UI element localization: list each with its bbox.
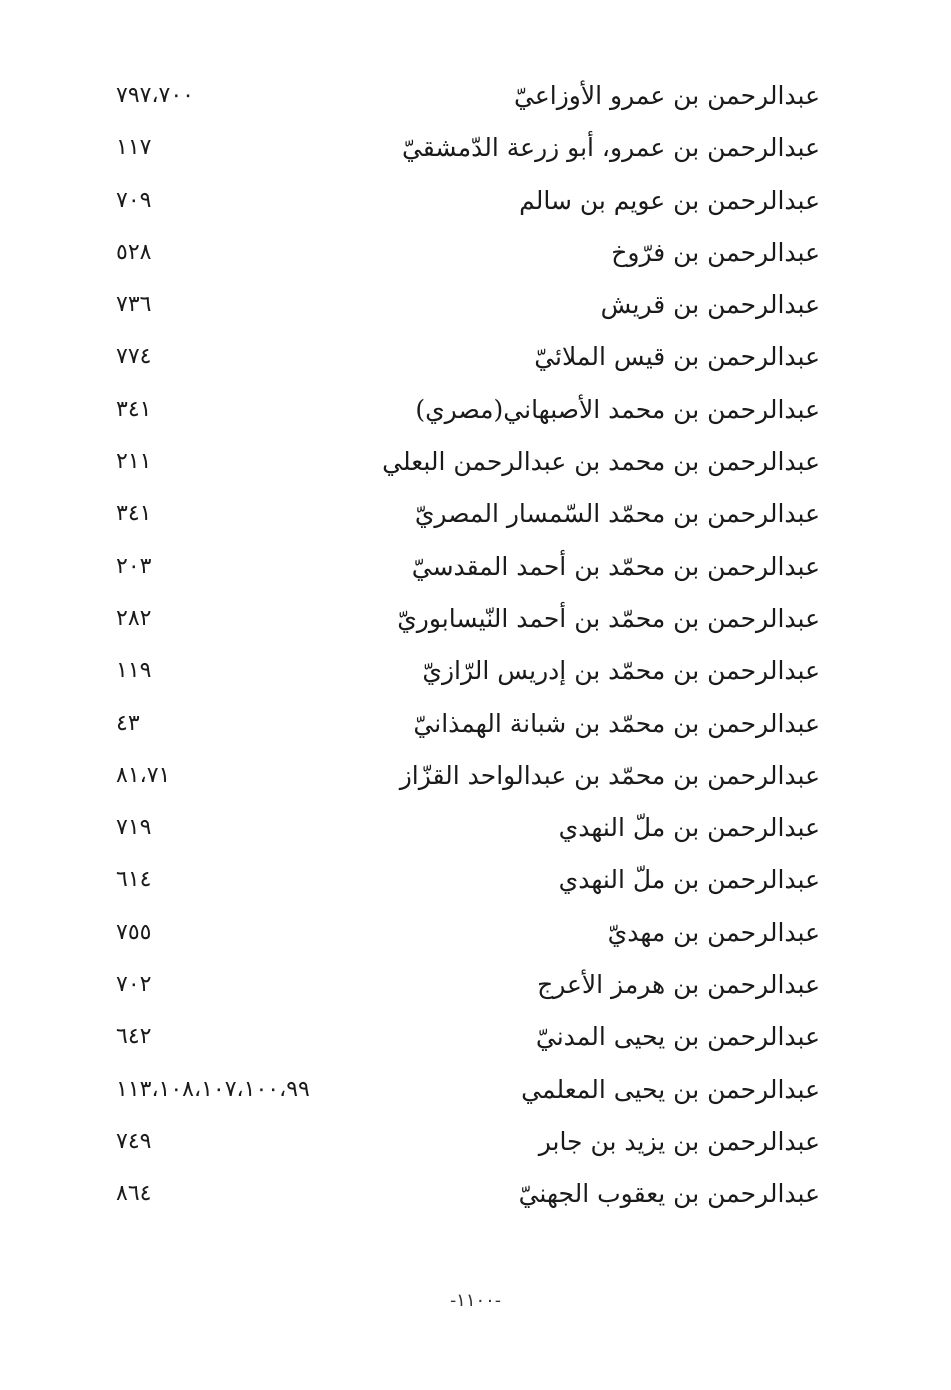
index-entry [0,753,951,805]
index-entry [0,230,951,282]
index-entry [0,701,951,753]
entry-name: عبدالرحمن بن محمّد بن إدريس الرّازيّ [422,656,820,686]
entry-pages: ٧٥٥ [116,919,152,945]
entry-pages: ٢٨٢ [116,605,152,631]
entry-name: عبدالرحمن بن هرمز الأعرج [537,970,820,1000]
entry-pages: ٣٤١ [116,396,152,422]
index-entry [0,387,951,439]
index-entry [0,1119,951,1171]
entry-pages: ١١٩ [116,658,152,684]
entry-pages: ٧٧٤ [116,344,152,370]
entry-pages: ٦٤٢ [116,1024,152,1050]
index-entry [0,334,951,386]
entry-name: عبدالرحمن بن عمرو، أبو زرعة الدّمشقيّ [401,133,820,163]
entry-name: عبدالرحمن بن يحيى المعلمي [521,1074,820,1104]
entry-pages: ٧٩٧،٧٠٠ [116,83,194,108]
entry-name: عبدالرحمن بن عمرو الأوزاعيّ [514,81,820,110]
entry-name: عبدالرحمن بن محمد بن عبدالرحمن البعلي [382,447,820,477]
index-entry [0,962,951,1014]
index-entry [0,439,951,491]
index-entry [0,648,951,700]
entry-pages: ١١٧ [116,135,152,161]
index-entry [0,805,951,857]
entry-pages: ٧٠٩ [116,187,152,213]
entry-pages: ٢١١ [116,449,152,475]
index-entry [0,544,951,596]
index-entry [0,491,951,543]
entry-name: عبدالرحمن بن مهديّ [607,917,820,947]
entry-name: عبدالرحمن بن محمّد بن أحمد المقدسيّ [411,551,820,581]
entry-pages: ٦١٤ [116,867,152,893]
index-entry [0,178,951,230]
entry-name: عبدالرحمن بن محمّد بن شبانة الهمذانيّ [413,708,820,738]
page-number: -١١٠٠- [450,1290,501,1311]
entry-name: عبدالرحمن بن ملّ النهدي [558,813,820,843]
entry-pages: ١١٣،١٠٨،١٠٧،١٠٠،٩٩ [116,1076,310,1102]
index-entry [0,1067,951,1119]
entry-name: عبدالرحمن بن يعقوب الجهنيّ [518,1179,820,1209]
entry-pages: ٣٤١ [116,501,152,527]
entry-name: عبدالرحمن بن ملّ النهدي [558,865,820,895]
index-entry [0,910,951,962]
entry-name: عبدالرحمن بن محمّد بن أحمد النّيسابوريّ [397,603,820,633]
entry-name: عبدالرحمن بن محمّد بن عبدالواحد القزّاز [399,760,820,790]
entry-pages: ٨٦٤ [116,1181,152,1207]
index-entry [0,857,951,909]
entry-name: عبدالرحمن بن محمّد السّمسار المصريّ [414,499,820,529]
entry-name: عبدالرحمن بن قريش [600,290,820,320]
index-entry [0,1014,951,1066]
entry-pages: ٨١،٧١ [116,762,171,788]
index-entry [0,125,951,177]
index-entry [0,73,951,125]
entry-name: عبدالرحمن بن فرّوخ [611,237,820,267]
entry-name: عبدالرحمن بن عويم بن سالم [519,185,820,215]
entry-pages: ٧٣٦ [116,292,152,318]
index-entry [0,282,951,334]
entry-name: عبدالرحمن بن محمد الأصبهاني(مصري) [415,394,820,424]
entry-pages: ٧١٩ [116,815,152,841]
index-entry [0,1171,951,1223]
entry-pages: ٧٤٩ [116,1128,152,1154]
entry-name: عبدالرحمن بن يزيد بن جابر [538,1126,820,1156]
entry-name: عبدالرحمن بن قيس الملائيّ [534,342,820,372]
entry-name: عبدالرحمن بن يحيى المدنيّ [535,1022,820,1052]
index-list [0,73,951,1224]
entry-pages: ٧٠٢ [116,972,152,998]
entry-pages: ٥٢٨ [116,239,152,265]
entry-pages: ٢٠٣ [116,553,152,579]
entry-pages: ٤٣ [116,710,140,736]
index-entry [0,596,951,648]
